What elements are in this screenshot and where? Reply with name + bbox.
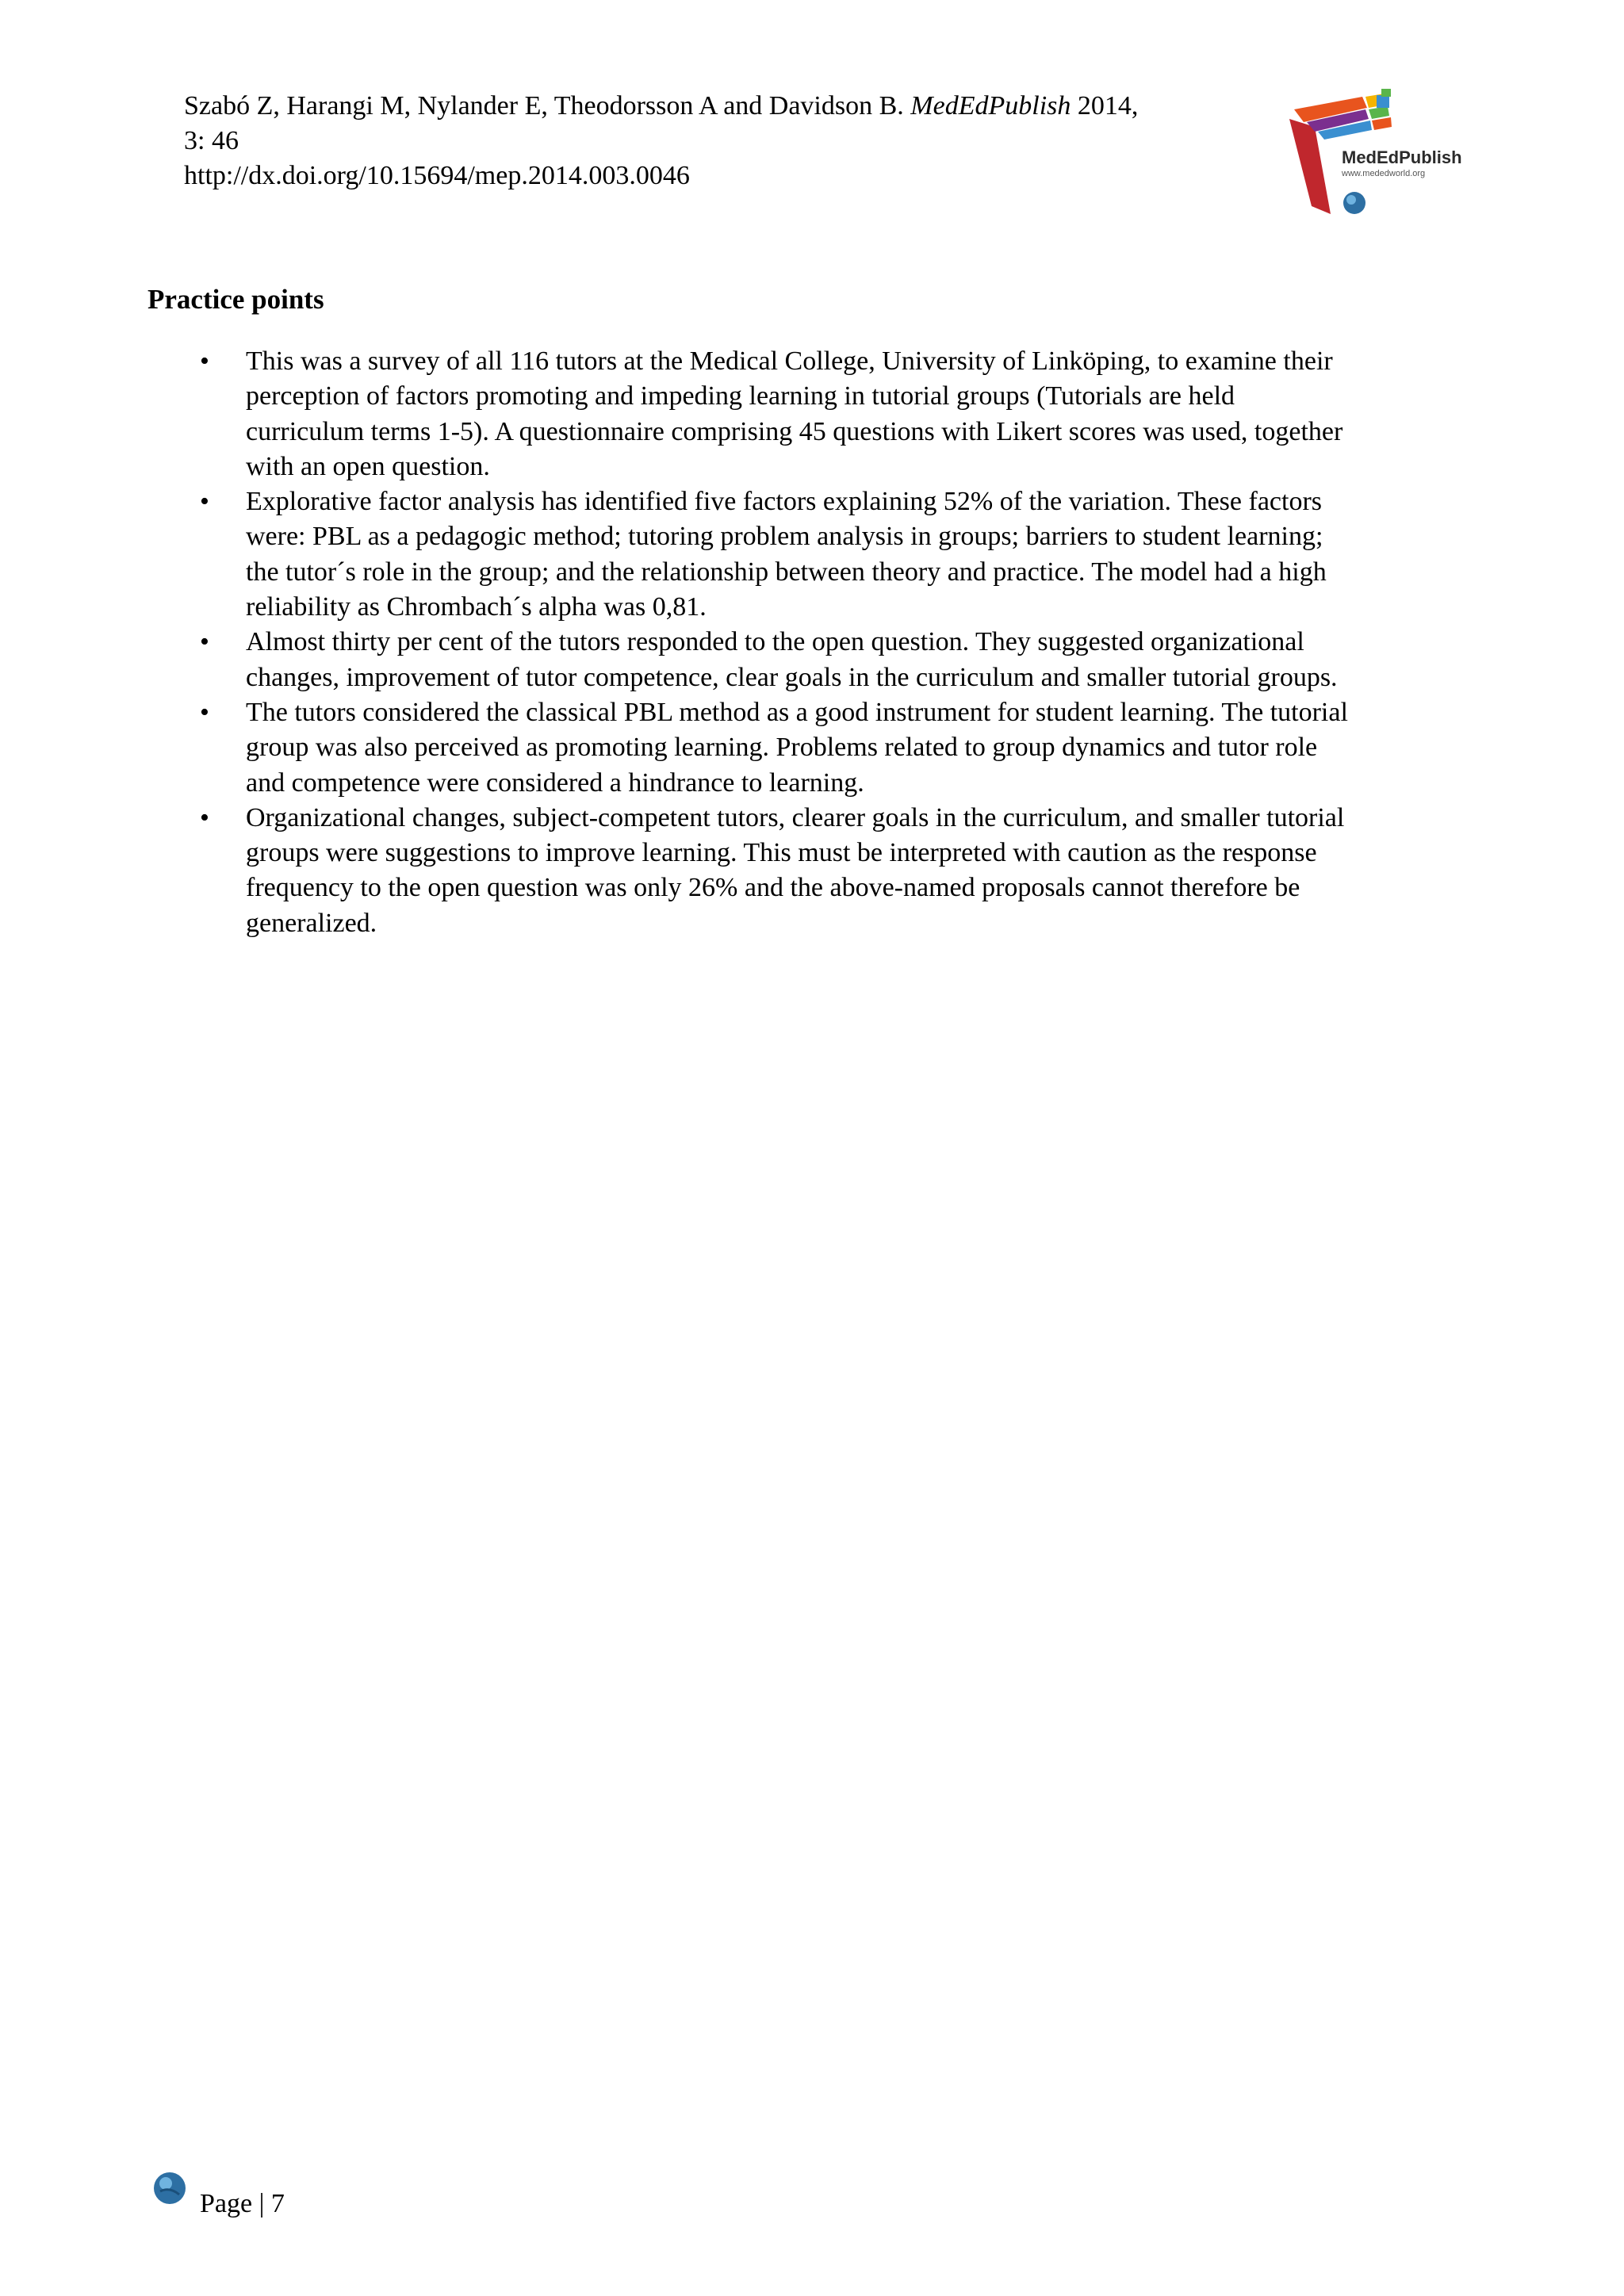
text-line: perception of factors promoting and impeding learning in tutorial groups (Tutorials are held [246,381,1235,411]
citation-header [184,89,1278,193]
bullet-icon: • [200,487,209,517]
practice-point-text [246,695,1496,801]
practice-points-list [147,344,1496,941]
text-line: group was also perceived as promoting learning. Problems related to group dynamics and tutor role [246,733,1318,763]
text-line: and competence were considered a hindrance to learning. [246,767,864,798]
citation-journal: MedEdPublish [910,91,1071,121]
practice-point [147,625,1496,695]
text-line: curriculum terms 1-5). A questionnaire comprising 45 questions with Likert scores was used, together [246,416,1343,446]
citation-year: 2014, [1077,91,1139,121]
page-number: Page | 7 [200,2189,285,2218]
text-line: the tutor´s role in the group; and the relationship between theory and practice. The model had a high [246,557,1327,587]
practice-point-text [246,344,1496,484]
practice-point [147,344,1496,484]
text-line: Organizational changes, subject-competent tutors, clearer goals in the curriculum, and smaller tutorial [246,802,1345,832]
text-line: changes, improvement of tutor competence, clear goals in the curriculum and smaller tutorial groups. [246,662,1338,692]
mededpublish-logo [1283,87,1477,219]
practice-point-text [246,625,1496,695]
practice-point [147,801,1496,941]
practice-point-text [246,484,1496,625]
logo-name: MedEdPublish [1342,147,1462,167]
practice-point [147,695,1496,801]
bullet-icon: • [200,697,209,727]
text-line: The tutors considered the classical PBL method as a good instrument for student learning. The tutorial [246,697,1348,727]
text-line: Almost thirty per cent of the tutors responded to the open question. They suggested organizational [246,627,1304,657]
section-heading: Practice points [147,284,324,315]
text-line: reliability as Chrombach´s alpha was 0,81. [246,592,707,622]
practice-point [147,484,1496,625]
globe-icon [152,2171,187,2206]
citation-line-1 [184,89,1278,124]
bullet-icon: • [200,346,209,376]
text-line: with an open question. [246,451,490,481]
text-line: This was a survey of all 116 tutors at the Medical College, University of Linköping, to examine their [246,346,1333,376]
practice-point-text [246,801,1496,941]
text-line: Explorative factor analysis has identified five factors explaining 52% of the variation. These factors [246,487,1323,517]
text-line: were: PBL as a pedagogic method; tutoring problem analysis in groups; barriers to student learning; [246,522,1323,552]
logo-url: www.mededworld.org [1342,169,1426,178]
bullet-icon: • [200,627,209,657]
citation-doi: http://dx.doi.org/10.15694/mep.2014.003.0046 [184,161,690,190]
text-line: generalized. [246,908,377,938]
citation-volume: 3: 46 [184,126,239,155]
text-line: groups were suggestions to improve learning. This must be interpreted with caution as the response [246,838,1317,868]
citation-authors: Szabó Z, Harangi M, Nylander E, Theodorsson A and Davidson B. [184,91,904,121]
bullet-icon: • [200,802,209,832]
text-line: frequency to the open question was only 26% and the above-named proposals cannot therefore be [246,873,1300,903]
